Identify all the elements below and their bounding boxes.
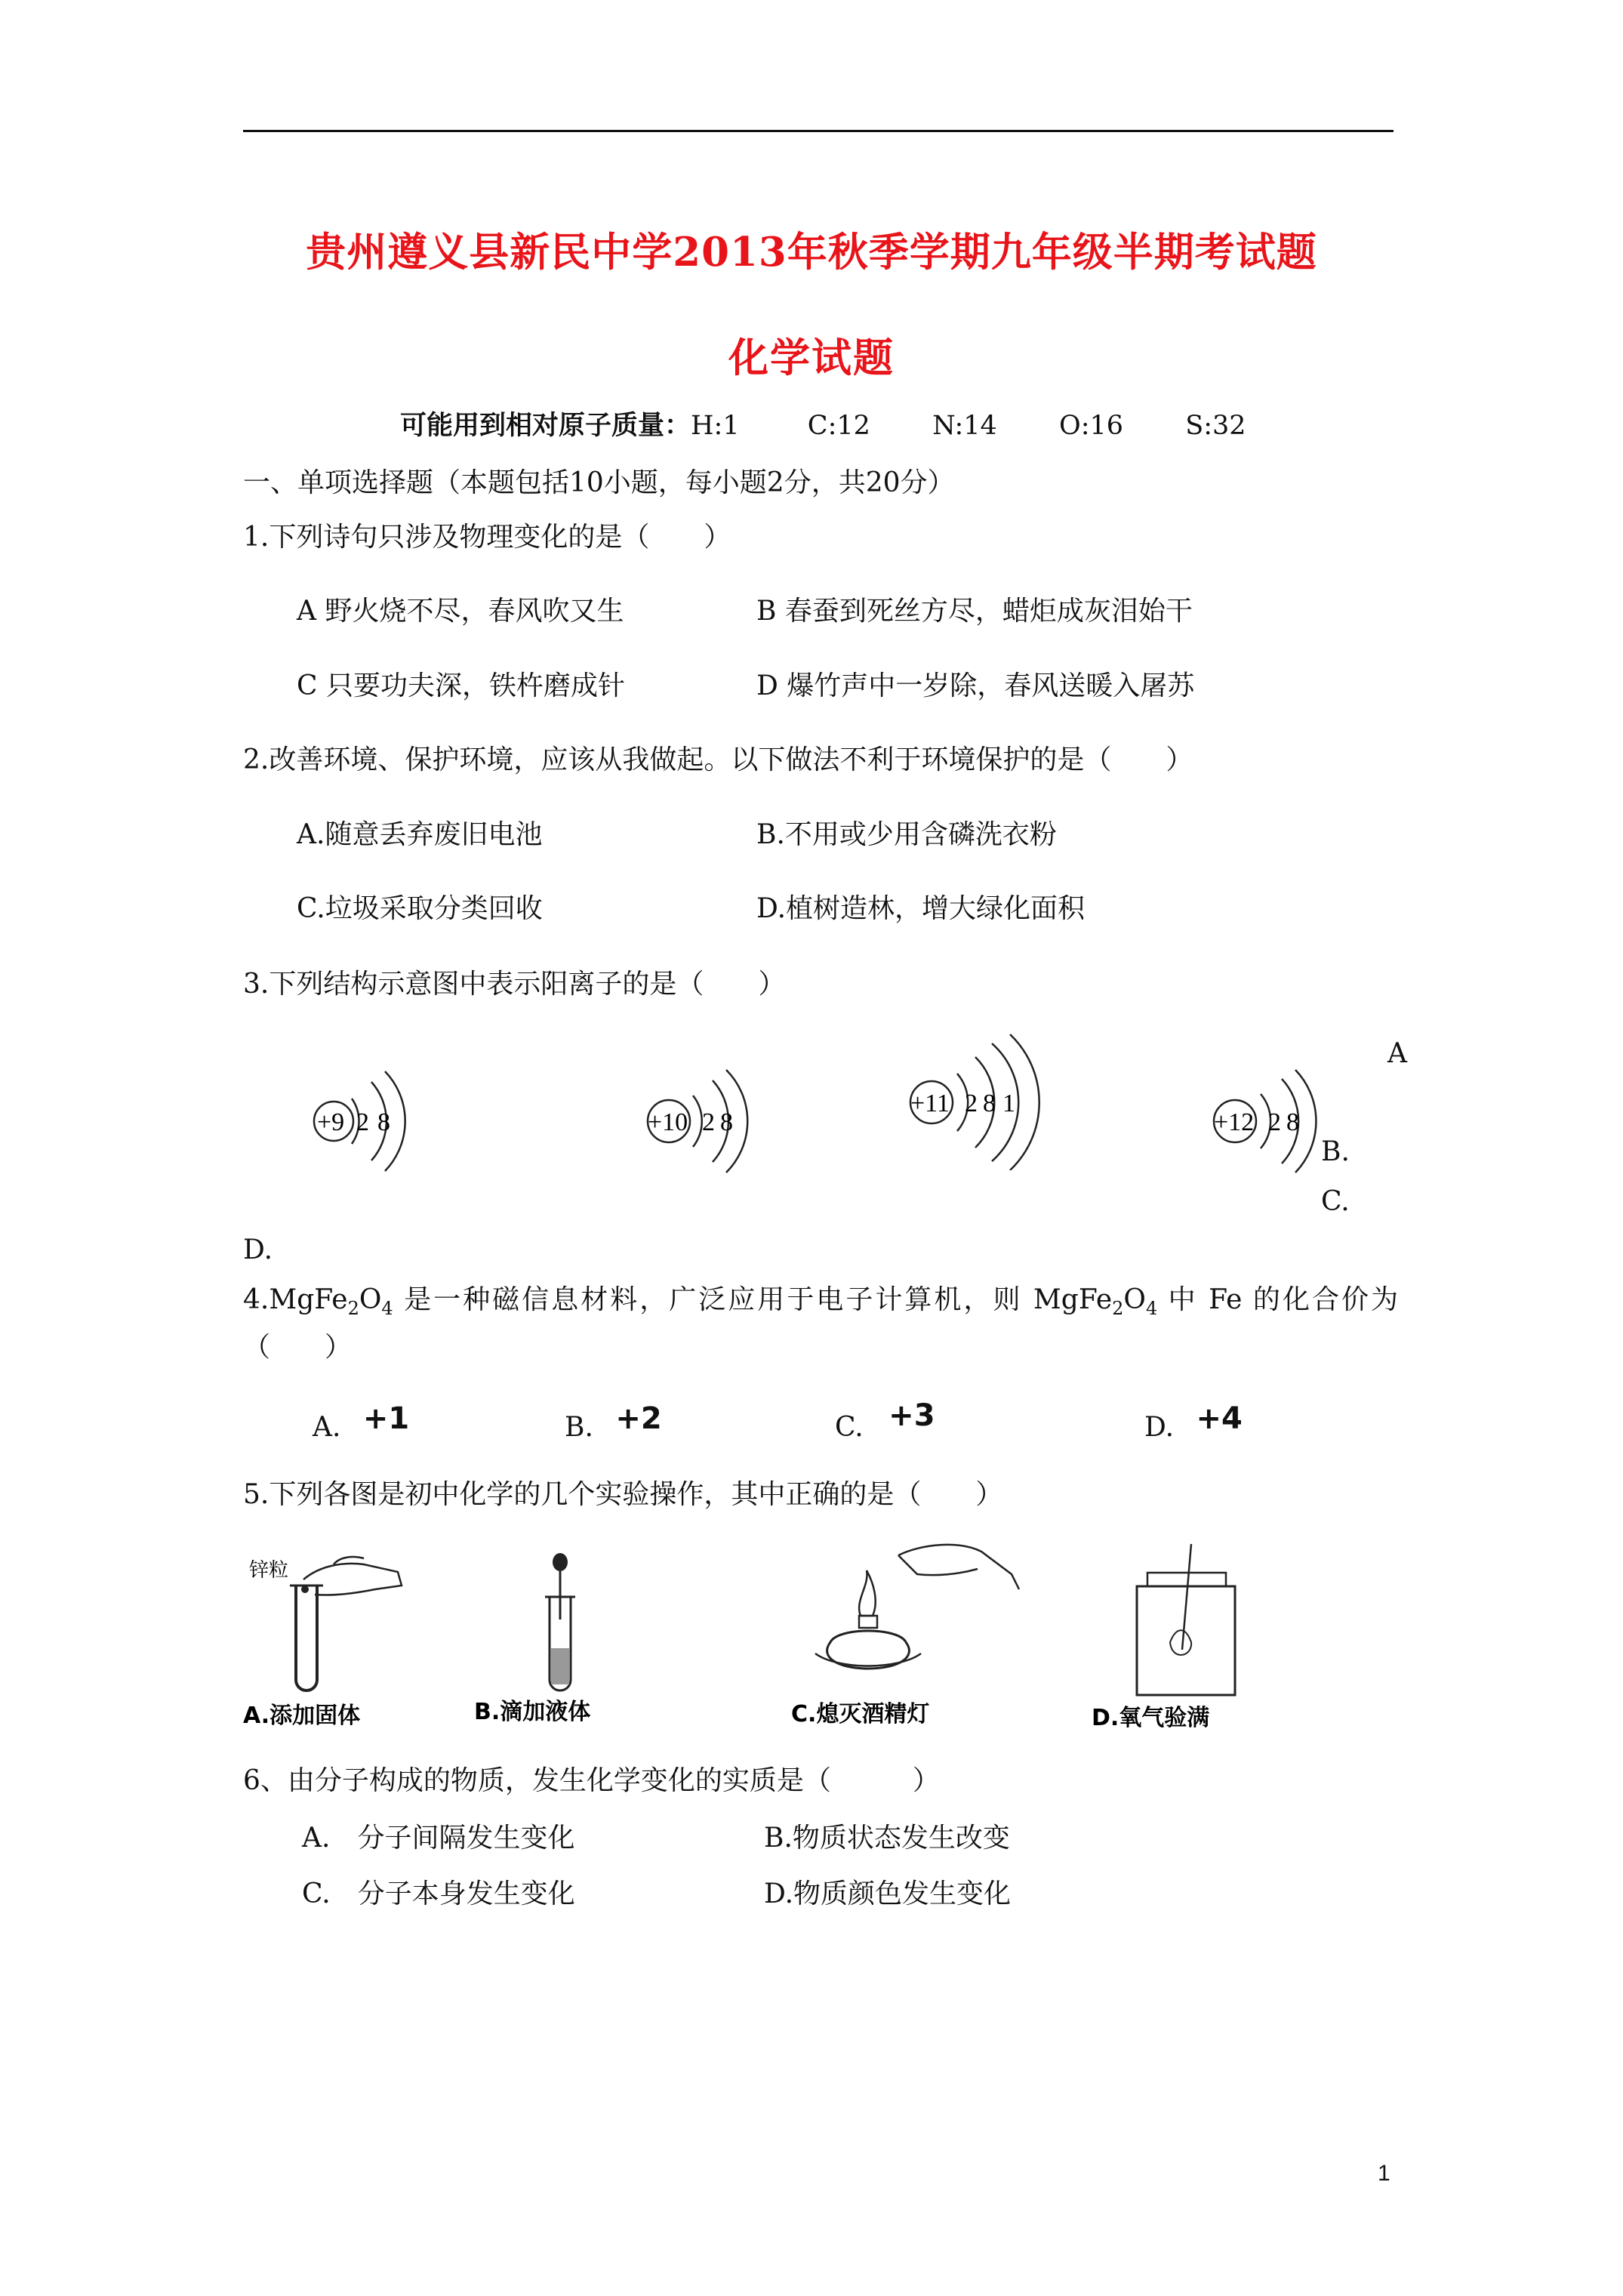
lab-image-extinguish-lamp <box>785 1533 1034 1729</box>
atom-b-nucleus: +10 <box>648 1108 688 1136</box>
q2-option-d: D.植树造林，增大绿化面积 <box>756 893 1086 924</box>
exam-subtitle: 化学试题 <box>728 334 895 381</box>
atom-d-shell-2: 8 <box>1286 1108 1299 1136</box>
atom-c-nucleus: +11 <box>910 1089 950 1117</box>
q4-option-b-value: +2 <box>615 1401 662 1436</box>
q2-option-a: A.随意丢弃废旧电池 <box>297 819 543 850</box>
atomic-mass-label: 可能用到相对原子质量： <box>400 410 691 441</box>
atomic-mass-o: O:16 <box>1059 411 1124 441</box>
q4-subscript: 2 <box>347 1298 359 1319</box>
q4-subscript: 4 <box>381 1298 393 1319</box>
q6-stem: 6、由分子构成的物质，发生化学变化的实质是（ ） <box>243 1765 940 1796</box>
atom-a-shell-1: 2 <box>356 1108 369 1136</box>
q4-option-c-letter: C. <box>835 1412 864 1443</box>
zinc-label: 锌粒 <box>249 1559 289 1581</box>
q4-stem <box>243 1284 1398 1325</box>
q4-subscript: 4 <box>1145 1298 1158 1319</box>
q2-stem: 2.改善环境、保护环境，应该从我做起。以下做法不利于环境保护的是（ ） <box>243 744 1193 775</box>
q4-stem-text: 是一种磁信息材料，广泛应用于电子计算机，则 MgFe <box>393 1284 1113 1315</box>
atom-a-shell-2: 8 <box>377 1108 390 1136</box>
q4-option-b-letter: B. <box>565 1412 593 1443</box>
q3-option-a: A <box>1387 1038 1407 1069</box>
caption-add-solid: A.添加固体 <box>243 1703 361 1729</box>
atomic-mass-n: N:14 <box>932 411 997 441</box>
q4-option-c-value: +3 <box>888 1398 935 1433</box>
atom-diagram-c <box>897 1027 1048 1170</box>
q1-option-a: A 野火烧不尽，春风吹又生 <box>297 596 624 627</box>
atom-c-shell-2: 8 <box>983 1089 996 1117</box>
q4-option-d <box>1144 1401 1243 1444</box>
atomic-mass-c: C:12 <box>807 411 870 441</box>
q4-formula-text: O <box>1123 1284 1146 1315</box>
atom-diagram-b <box>634 1053 762 1189</box>
caption-extinguish-lamp: C.熄灭酒精灯 <box>791 1701 930 1727</box>
atom-d-nucleus: +12 <box>1214 1108 1255 1136</box>
atom-diagram-a <box>302 1053 423 1189</box>
q4-subscript: 2 <box>1112 1298 1124 1319</box>
lab-image-oxygen-test <box>1087 1536 1253 1729</box>
atomic-mass-h: H:1 <box>691 411 740 441</box>
atomic-mass-s: S:32 <box>1185 411 1246 441</box>
q4-option-c <box>835 1398 935 1444</box>
q4-formula-text: 4.MgFe <box>243 1284 348 1315</box>
q3-stem: 3.下列结构示意图中表示阳离子的是（ ） <box>243 969 786 1000</box>
q2-option-b: B.不用或少用含磷洗衣粉 <box>756 819 1057 850</box>
q4-option-a-letter: A. <box>313 1412 341 1443</box>
exam-title: 贵州遵义县新民中学2013年秋季学期九年级半期考试题 <box>306 229 1317 276</box>
q4-option-a <box>313 1401 410 1444</box>
caption-oxygen-test: D.氧气验满 <box>1092 1705 1210 1729</box>
q6-option-b: B.物质状态发生改变 <box>764 1823 1010 1854</box>
lab-image-add-solid <box>243 1548 417 1729</box>
caption-drop-liquid: B.滴加液体 <box>474 1699 591 1725</box>
q2-option-c: C.垃圾采取分类回收 <box>297 893 543 924</box>
atom-b-shell-1: 2 <box>702 1108 715 1136</box>
q3-option-d: D. <box>243 1234 273 1265</box>
atom-d-shell-1: 2 <box>1268 1108 1281 1136</box>
q4-stem-text: 中 Fe 的化合价为 <box>1157 1284 1398 1315</box>
q6-option-a: A. 分子间隔发生变化 <box>302 1823 575 1854</box>
q4-blank: （ ） <box>243 1332 353 1363</box>
q6-option-c: C. 分子本身发生变化 <box>302 1878 575 1909</box>
header-rule <box>243 130 1394 132</box>
q4-option-b <box>565 1401 662 1444</box>
q1-option-b: B 春蚕到死丝方尽，蜡炬成灰泪始干 <box>756 596 1193 627</box>
q3-option-c: C. <box>1321 1186 1350 1217</box>
q5-stem: 5.下列各图是初中化学的几个实验操作，其中正确的是（ ） <box>243 1479 1003 1510</box>
page-number: 1 <box>1378 2161 1390 2186</box>
q1-option-c: C 只要功夫深，铁杵磨成针 <box>297 670 625 701</box>
lab-image-drop-liquid <box>468 1544 604 1729</box>
atom-c-shell-1: 2 <box>965 1089 978 1117</box>
q4-option-d-letter: D. <box>1144 1412 1175 1443</box>
q1-stem: 1.下列诗句只涉及物理变化的是（ ） <box>243 522 731 553</box>
q1-option-d: D 爆竹声中一岁除，春风送暖入屠苏 <box>756 670 1195 701</box>
q3-option-b: B. <box>1321 1136 1350 1167</box>
atom-b-shell-2: 8 <box>720 1108 733 1136</box>
q4-option-d-value: +4 <box>1196 1401 1243 1436</box>
q6-option-d: D.物质颜色发生变化 <box>764 1878 1012 1909</box>
q4-formula-text: O <box>359 1284 382 1315</box>
atom-a-nucleus: +9 <box>317 1108 345 1136</box>
q4-option-a-value: +1 <box>362 1401 410 1436</box>
atom-diagram-d <box>1200 1053 1336 1189</box>
atomic-mass-line <box>400 405 1246 442</box>
atom-c-shell-3: 1 <box>1002 1089 1015 1117</box>
section-heading: 一、单项选择题（本题包括10小题，每小题2分，共20分） <box>243 467 955 498</box>
